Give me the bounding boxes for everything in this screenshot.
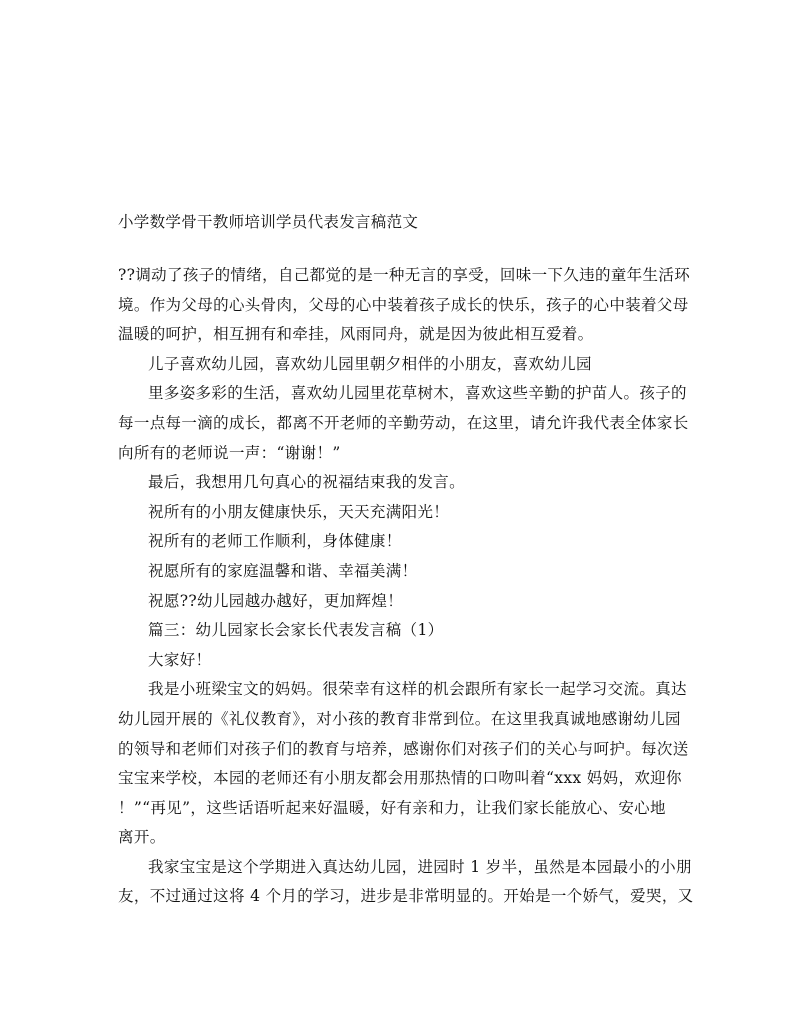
- text-line: 大家好！: [148, 650, 212, 669]
- text-line: 祝所有的老师工作顺利，身体健康！: [148, 532, 402, 551]
- text-line: 友，不过通过这将 4 个月的学习，进步是非常明显的。开始是一个娇气，爱哭，又: [118, 887, 694, 906]
- text-line: 我是小班梁宝文的妈妈。很荣幸有这样的机会跟所有家长一起学习交流。真达: [148, 680, 687, 699]
- text-line: 祝所有的小朋友健康快乐，天天充满阳光！: [148, 502, 450, 521]
- text-line: 儿子喜欢幼儿园，喜欢幼儿园里朝夕相伴的小朋友，喜欢幼儿园: [148, 354, 592, 373]
- text-line: 宝宝来学校，本园的老师还有小朋友都会用那热情的口吻叫着“xxx 妈妈，欢迎你: [118, 769, 682, 788]
- text-line: 祝愿所有的家庭温馨和谐、幸福美满！: [148, 561, 418, 580]
- text-line: 祝愿??幼儿园越办越好，更加辉煌！: [148, 591, 404, 610]
- section-heading: 篇三：幼儿园家长会家长代表发言稿（1）: [148, 621, 444, 640]
- text-line: ??调动了孩子的情绪，自己都觉的是一种无言的享受，回味一下久违的童年生活环: [118, 266, 691, 284]
- text-line: 里多姿多彩的生活，喜欢幼儿园里花草树木，喜欢这些辛勤的护苗人。孩子的: [148, 384, 687, 403]
- text-line: 最后，我想用几句真心的祝福结束我的发言。: [148, 473, 466, 492]
- text-line: 每一点每一滴的成长，都离不开老师的辛勤劳动，在这里，请允许我代表全体家长: [118, 413, 689, 432]
- text-line: 我家宝宝是这个学期进入真达幼儿园，进园时 1 岁半，虽然是本园最小的小朋: [148, 857, 692, 876]
- text-line: 向所有的老师说一声：“谢谢！”: [118, 443, 341, 462]
- document-body: [118, 261, 693, 912]
- text-line: 的领导和老师们对孩子们的教育与培养，感谢你们对孩子们的关心与呵护。每次送: [118, 739, 689, 758]
- document-title: 小学数学骨干教师培训学员代表发言稿范文: [118, 213, 419, 231]
- text-line: 离开。: [118, 828, 166, 847]
- text-line: 幼儿园开展的《礼仪教育》，对小孩的教育非常到位。在这里我真诚地感谢幼儿园: [118, 709, 681, 728]
- text-line: 境。作为父母的心头骨肉，父母的心中装着孩子成长的快乐，孩子的心中装着父母: [118, 295, 689, 314]
- text-line: ！”“再见”，这些话语听起来好温暖，好有亲和力，让我们家长能放心、安心地: [118, 798, 666, 817]
- text-line: 温暖的呵护，相互拥有和牵挂，风雨同舟，就是因为彼此相互爱着。: [118, 325, 594, 344]
